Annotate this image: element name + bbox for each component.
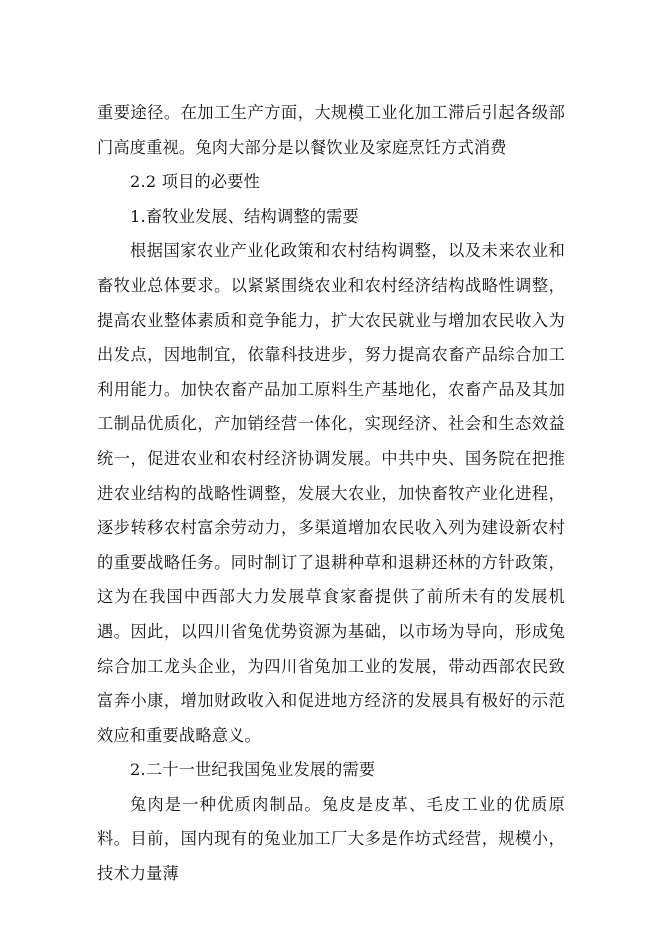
subheading-rabbit-industry: 2.二十一世纪我国兔业发展的需要	[130, 760, 376, 780]
intro-paragraph: 重要途径。在加工生产方面，大规模工业化加工滞后引起各级部门高度重视。兔肉大部分是以餐饮业及家庭烹饪方式消费	[97, 103, 565, 157]
subheading-livestock: 1.畜牧业发展、结构调整的需要	[130, 206, 359, 226]
body-text	[97, 96, 565, 892]
paragraph-rabbit-industry: 兔肉是一种优质肉制品。兔皮是皮革、毛皮工业的优质原料。目前，国内现有的兔业加工厂大多是作坊式经营，规模小，技术力量薄	[97, 794, 565, 884]
paragraph-livestock: 根据国家农业产业化政策和农村结构调整，以及未来农业和畜牧业总体要求。以紧紧围绕农业和农村经济结构战略性调整，提高农业整体素质和竞争能力，扩大农民就业与增加农民收入为出发点，因地制宜，依靠科技进步，努力提高农畜产品综合加工利用能力。加快农畜产品加工原料生产基地化，农畜产品及其加工制品优质化，产加销经营一体化，实现经济、社会和生态效益统一，促进农业和农村经济协调发展。中共中央、国务院在把推进农业结构的战略性调整，发展大农业，加快畜牧产业化进程，逐步转移农村富余劳动力，多渠道增加农民收入列为建设新农村的重要战略任务。同时制订了退耕种草和退耕还林的方针政策，这为在我国中西部大力发展草食家畜提供了前所未有的发展机遇。因此，以四川省兔优势资源为基础，以市场为导向，形成兔综合加工龙头企业，为四川省兔加工业的发展，带动西部农民致富奔小康，增加财政收入和促进地方经济的发展具有极好的示范效应和重要战略意义。	[97, 241, 565, 745]
section-heading: 2.2 项目的必要性	[130, 172, 261, 192]
